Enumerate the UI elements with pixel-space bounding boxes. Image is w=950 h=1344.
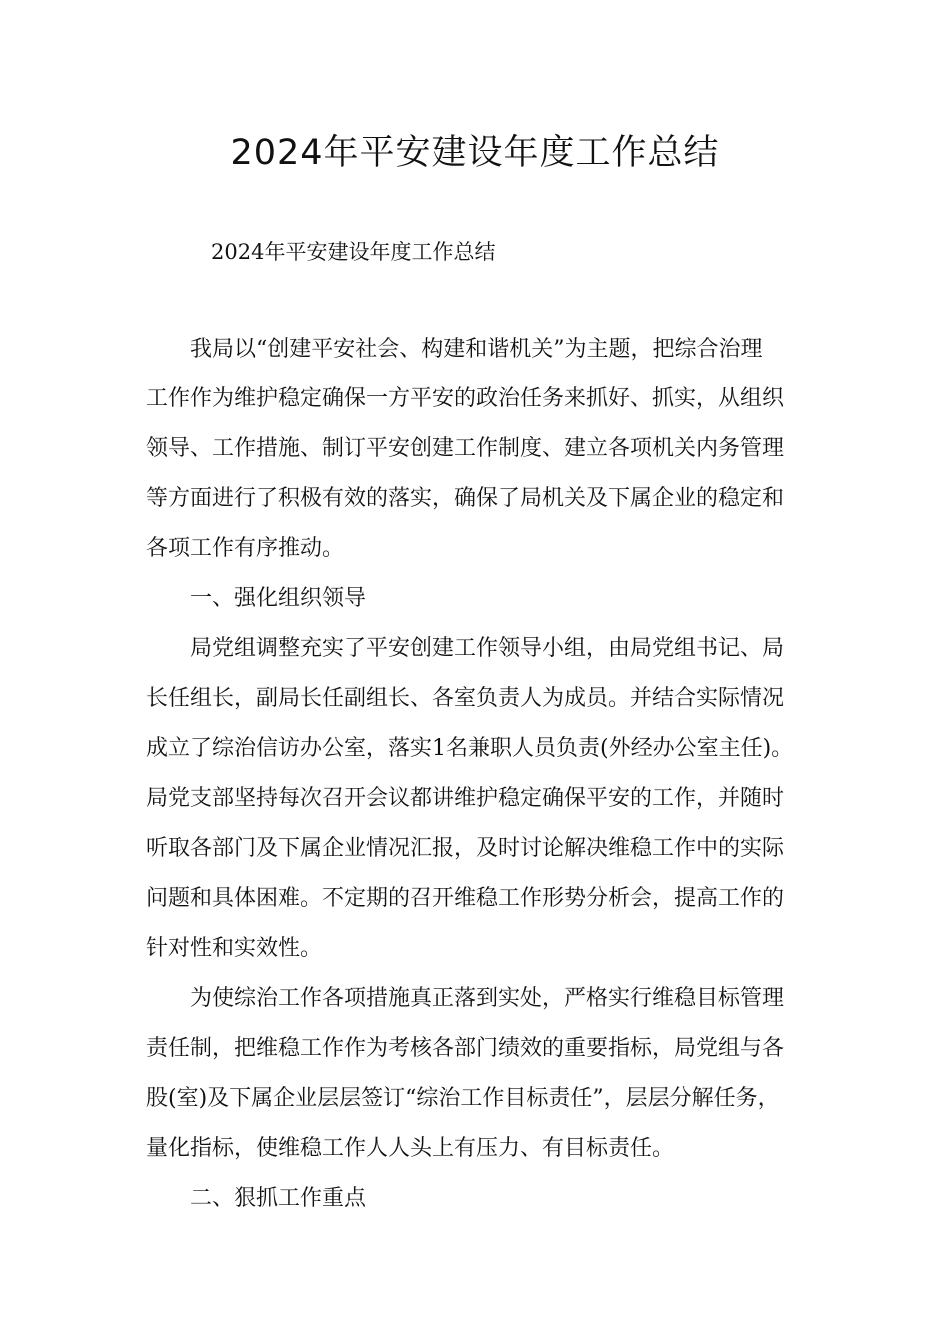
body-line: 我局以“创建平安社会、构建和谐机关”为主题，把综合治理 [190, 337, 763, 362]
document-title: 2024年平安建设年度工作总结 [230, 133, 720, 173]
body-line: 责任制，把维稳工作作为考核各部门绩效的重要指标，局党组与各 [146, 1036, 785, 1061]
body-line: 局党组调整充实了平安创建工作领导小组，由局党组书记、局 [190, 636, 785, 661]
body-line: 工作作为维护稳定确保一方平安的政治任务来抓好、抓实，从组织 [146, 386, 785, 411]
section-heading: 一、强化组织领导 [190, 586, 367, 611]
body-line: 领导、工作措施、制订平安创建工作制度、建立各项机关内务管理 [146, 436, 785, 461]
body-line: 成立了综治信访办公室，落实1名兼职人员负责(外经办公室主任)。 [146, 736, 794, 761]
body-line: 各项工作有序推动。 [146, 536, 345, 561]
body-line: 听取各部门及下属企业情况汇报，及时讨论解决维稳工作中的实际 [146, 836, 785, 861]
body-line: 局党支部坚持每次召开会议都讲维护稳定确保平安的工作，并随时 [146, 786, 785, 811]
body-line: 针对性和实效性。 [146, 936, 323, 961]
body-line: 等方面进行了积极有效的落实，确保了局机关及下属企业的稳定和 [146, 486, 785, 511]
body-line: 问题和具体困难。不定期的召开维稳工作形势分析会，提高工作的 [146, 886, 785, 911]
body-line: 长任组长，副局长任副组长、各室负责人为成员。并结合实际情况 [146, 686, 785, 711]
body-line: 为使综治工作各项措施真正落到实处，严格实行维稳目标管理 [190, 986, 785, 1011]
body-line: 量化指标，使维稳工作人人头上有压力、有目标责任。 [146, 1136, 675, 1161]
section-heading: 二、狠抓工作重点 [190, 1186, 367, 1211]
body-line: 股(室)及下属企业层层签订“综治工作目标责任”，层层分解任务， [146, 1086, 780, 1111]
document-subtitle: 2024年平安建设年度工作总结 [211, 240, 496, 264]
